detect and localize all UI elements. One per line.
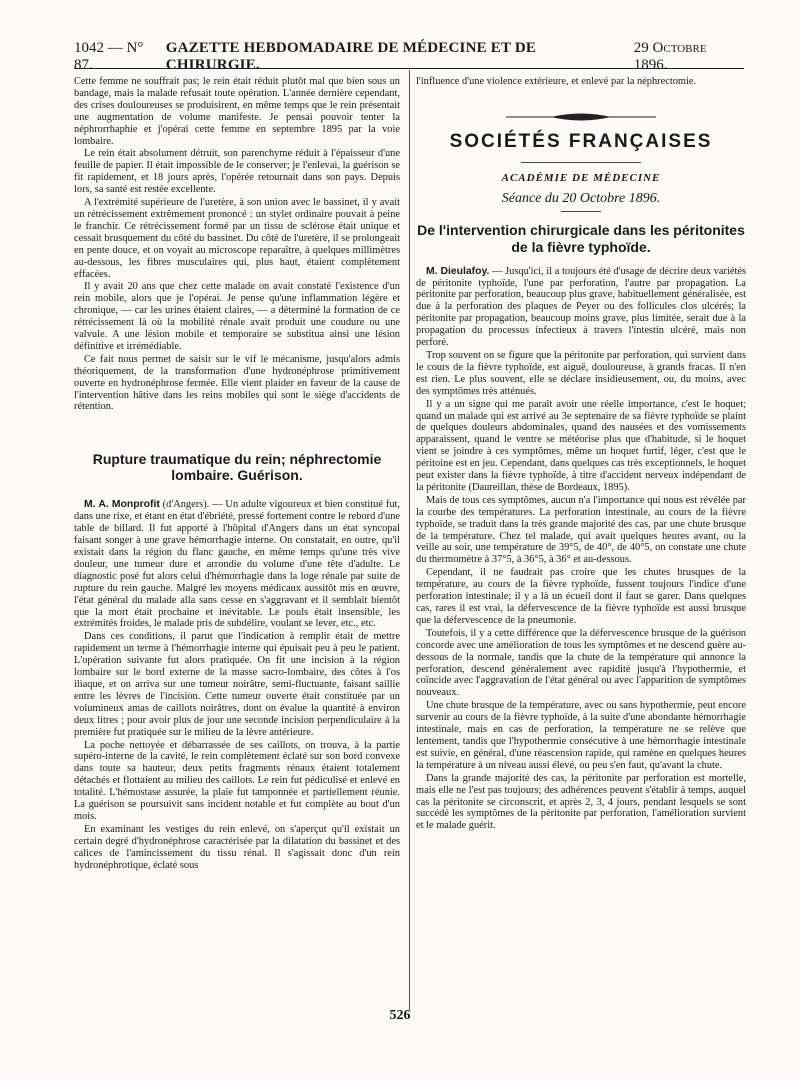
session-date: Séance du 20 Octobre 1896. [501, 190, 661, 206]
lead-text: (d'Angers). — Un adulte vigoureux et bien constitué fut, dans une rixe, et étant en état d'ébriété, pressé fortement contre le rebord d'une table de billard. Il fut apporté à l'hôpital d'Angers dans un état syncopal faisant songer à une grave hémorrhagie interne. On constatait, en outre, qu'il existait dans la région du flanc gauche, en même temps qu'une très vive douleur, une tumeur dure et arrondie du volume d'une tête d'adulte. Le diagnostic posé fut alors celui d'hémorrhagie dans la loge rénale par suite de rupture du rein gauche. Malgré les moyens médicaux aussitôt mis en œuvre, l'état général du malade alla sans cesse en s'aggravant et il semblait bientôt que la mort était prochaine et inévitable. Le pouls était insensible, les extrémités froides, le malade pris de subdélire, voulant se lever, etc., etc. [74, 499, 401, 630]
issue-date: 29 Octobre 1896. [633, 40, 707, 73]
paragraph: Trop souvent on se figure que la péritonite par perforation, qui survient dans le cours de la fièvre typhoïde, est aiguë, douloureuse, à grands fracas. Il n'en est rien. Le plus souvent, elle se déclare insidieusement, ou, du moins, avec des symptômes très atténués. [416, 349, 746, 397]
paragraph: Cependant, il ne faudrait pas croire que les chutes brusques de la température, au cours de la fièvre typhoïde, fussent toujours l'indice d'une perforation intestinale; il y a là un écueil dont il faut se garer. Dans quelques cas, rares il est vrai, la défervescence de la fièvre typhoïde est aussi brusque que la défervescence de la pneumonie. [416, 567, 746, 626]
paragraph: Une chute brusque de la température, avec ou sans hypothermie, peut encore survenir au cours de la fièvre typhoïde, à la suite d'une abondante hémorrhagie intestinale, mais en cas de perforation, la température ne se relève que lentement, tandis que l'hypothermie consécutive à une hémorrhagie intestinale est suivie, en général, d'une réascension rapide, qui ramène en quelques heures la température à un niveau aussi élevé, ou peu s'en faut, qu'avant la chute. [416, 700, 746, 771]
section-title: SOCIÉTÉS FRANÇAISES [449, 130, 713, 152]
paragraph: La poche nettoyée et débarrassée de ses caillots, on trouva, à la partie supéro-interne de la cavité, le rein complètement éclaté sur son bord convexe dans toute sa hauteur, deux petits fragments rénaux étaient totalement détachés et flottaient au milieu des caillots. Le rein fut pédiculisé et enlevé en totalité. L'hémostase assurée, la plaie fut tamponnée et partiellement réunie. La guérison se poursuivit sans incident notable et fut complète au bout d'un mois. [74, 739, 400, 822]
issue-number: 1042 — N° 87. [74, 40, 144, 73]
paragraph: Ce fait nous permet de saisir sur le vif le mécanisme, jusqu'alors admis théoriquement, de la transformation d'une hydronéphrose primitivement ouverte en hydronéphrose fermée. Elle vient plaider en faveur de la cause de l'intervention hâtive dans les reins mobiles qui sont le siège d'accidents de rétention. [74, 353, 400, 413]
paragraph: Dans ces conditions, il parut que l'indication à remplir était de mettre rapidement un terme à l'hémorrhagie interne qui épuisait peu à peu le patient. L'opération suivante fut alors pratiquée. On fit une incision à la région lombaire sur le bord externe de la masse sacro-lombaire, des côtes à l'os iliaque, et on arriva sur une tumeur noirâtre, semi-fluctuante, faisant saillie entre les lèvres de l'incision. Cette tumeur ouverte était constituée par un volumineux amas de caillots noirâtres, dont on évalue la quantité à environ deux litres ; pour avoir plus de jour une seconde incision perpendiculaire à la première fut pratiquée sur le milieu de la lèvre antérieure. [74, 631, 400, 738]
right-column [416, 76, 746, 833]
article-lead-paragraph [74, 499, 400, 630]
author-name: M. A. Monprofit [84, 499, 160, 511]
session-rule [561, 211, 601, 212]
journal-title: GAZETTE HEBDOMADAIRE DE MÉDECINE ET DE CHIRURGIE. [165, 40, 537, 73]
paragraph: Il y a un signe qui me paraît avoir une réelle importance, c'est le hoquet; quand un malade qui est arrivé au 3e septenaire de sa fièvre typhoïde se plaint de quelques douleurs abdominales, quand des nausées et des vomissements apparaissent, quand le ventre se météorise plus que d'habitude, si le hoquet vient se joindre à ces symptômes, même un hoquet furtif, léger, c'est que le péritoine est en jeu. Cependant, dans quelques cas très exceptionnels, le hoquet peut exister dans la fièvre typhoïde, à titre d'accident nerveux indépendant de la péritonite (Daureillan, thèse de Bordeaux, 1895). [416, 398, 746, 493]
article-lead-paragraph [416, 266, 746, 349]
academy-heading: ACADÉMIE DE MÉDECINE [501, 171, 661, 184]
author-name: M. Dieulafoy. [426, 265, 490, 277]
ornament-divider [416, 112, 746, 122]
paragraph: Il y avait 20 ans que chez cette malade on avait constaté l'existence d'un rein mobile, alors que je l'opérai. Je pense qu'une inflammation légère et chronique, — car les urines étaient claires, — a déterminé la formation de ce rétrécissement là où la mobilité rénale avait produit une coudure ou une valvule. A une lésion mobile et temporaire se substitua ainsi une lésion définitive et irrémédiable. [74, 281, 400, 352]
paragraph: A l'extrémité supérieure de l'uretère, à son union avec le bassinet, il y avait un rétrécissement extrêmement prononcé : un stylet ordinaire pouvait à peine le franchir. Ce rétrécissement formé par un tissu de sclérose était unique et cessait brusquement du côté du bassinet. Du côté de l'uretère, il se prolongeait en pente douce, et on voyait au microscope reparaître, à quelques millimètres au-dessous, les fibres musculaires qui, plus haut, étaient complètement effacées. [74, 197, 400, 280]
running-header [74, 40, 744, 73]
header-rule [74, 68, 744, 69]
section-rule [521, 162, 641, 163]
article-title: Rupture traumatique du rein; néphrectomie lombaire. Guérison. [92, 451, 382, 484]
paragraph: Dans la grande majorité des cas, la péritonite par perforation est mortelle, mais elle ne l'est pas toujours; des adhérences peuvent s'établir à temps, auquel cas la péritonite se circonscrit, et après 2, 3, 4 jours, pendant lesquels se sont succédé les symptômes de la péritonite par perforation, l'amélioration survient et le malade guérit. [416, 772, 746, 832]
left-column [74, 76, 400, 872]
paragraph: Toutefois, il y a cette différence que la défervescence brusque de la guérison concorde avec une amélioration de tous les symptômes et ne descend guère au-dessous de la normale, tandis que la chute de la température qui annonce la perforation, descend généralement avec rapidité jusqu'à l'hypothermie, et coïncide avec l'aggravation de l'état général ou avec l'apparition de symptômes nouveaux. [416, 627, 746, 699]
lead-text: — Jusqu'ici, il a toujours été d'usage de décrire deux variétés de péritonite typhoïde, l'une par perforation, l'autre par propagation. La péritonite par perforation, beaucoup plus grave, habituellement généralisée, est due à la perforation des plaques de Peyer ou des follicules clos ulcérés; la péritonite par propagation, beaucoup moins grave, plus limitée, serait due à la propagation du processus infectieux à travers l'intestin ulcéré, mais non perforé. [416, 265, 746, 349]
paragraph: Mais de tous ces symptômes, aucun n'a l'importance qui nous est révélée par la courbe des températures. La perforation intestinale, au cours de la fièvre typhoïde, se traduit dans la très grande majorité des cas, par une chute brusque de la température. Chez tel malade, qui avait quelques heures avant, ou la veille au soir, une température de 39°5, de 40°, de 40°5, on constate une chute du thermomètre à 37°5, à 36°5, à 36° et au-dessous. [416, 494, 746, 566]
paragraph: Le rein était absolument détruit, son parenchyme réduit à l'épaisseur d'une feuille de papier. Il était impossible de le conserver; je l'enlevai, la guérison se fit rapidement, et 18 jours après, l'opérée retournait dans son pays. Depuis lors, sa santé est restée excellente. [74, 148, 400, 196]
article-title: De l'intervention chirurgicale dans les péritonites de la fièvre typhoïde. [417, 221, 745, 255]
paragraph: Cette femme ne souffrait pas; le rein était réduit plutôt mal que bien sous un bandage, mais la malade refusait toute opération. L'année dernière cependant, des crises douloureuses se produisirent, en même temps que le rein présentait une augmentation de volume manifeste. Je pensai pouvoir tenter la néphrorrhaphie et j'opérai cette femme en septembre 1895 par la voie lombaire. [74, 76, 400, 147]
column-divider [409, 70, 410, 1010]
page-number: 526 [389, 1008, 411, 1023]
paragraph: En examinant les vestiges du rein enlevé, on s'aperçut qu'il existait un certain degré d'hydronéphrose caractérisée par la dilatation du bassinet et des calices de l'amincissement du tissu rénal. Il s'agissait donc d'un rein hydronéphrotique, éclaté sous [74, 823, 400, 871]
continuation-paragraph: l'influence d'une violence extérieure, et enlevé par la néphrectomie. [416, 76, 697, 87]
ornament-rule-icon [506, 112, 656, 122]
